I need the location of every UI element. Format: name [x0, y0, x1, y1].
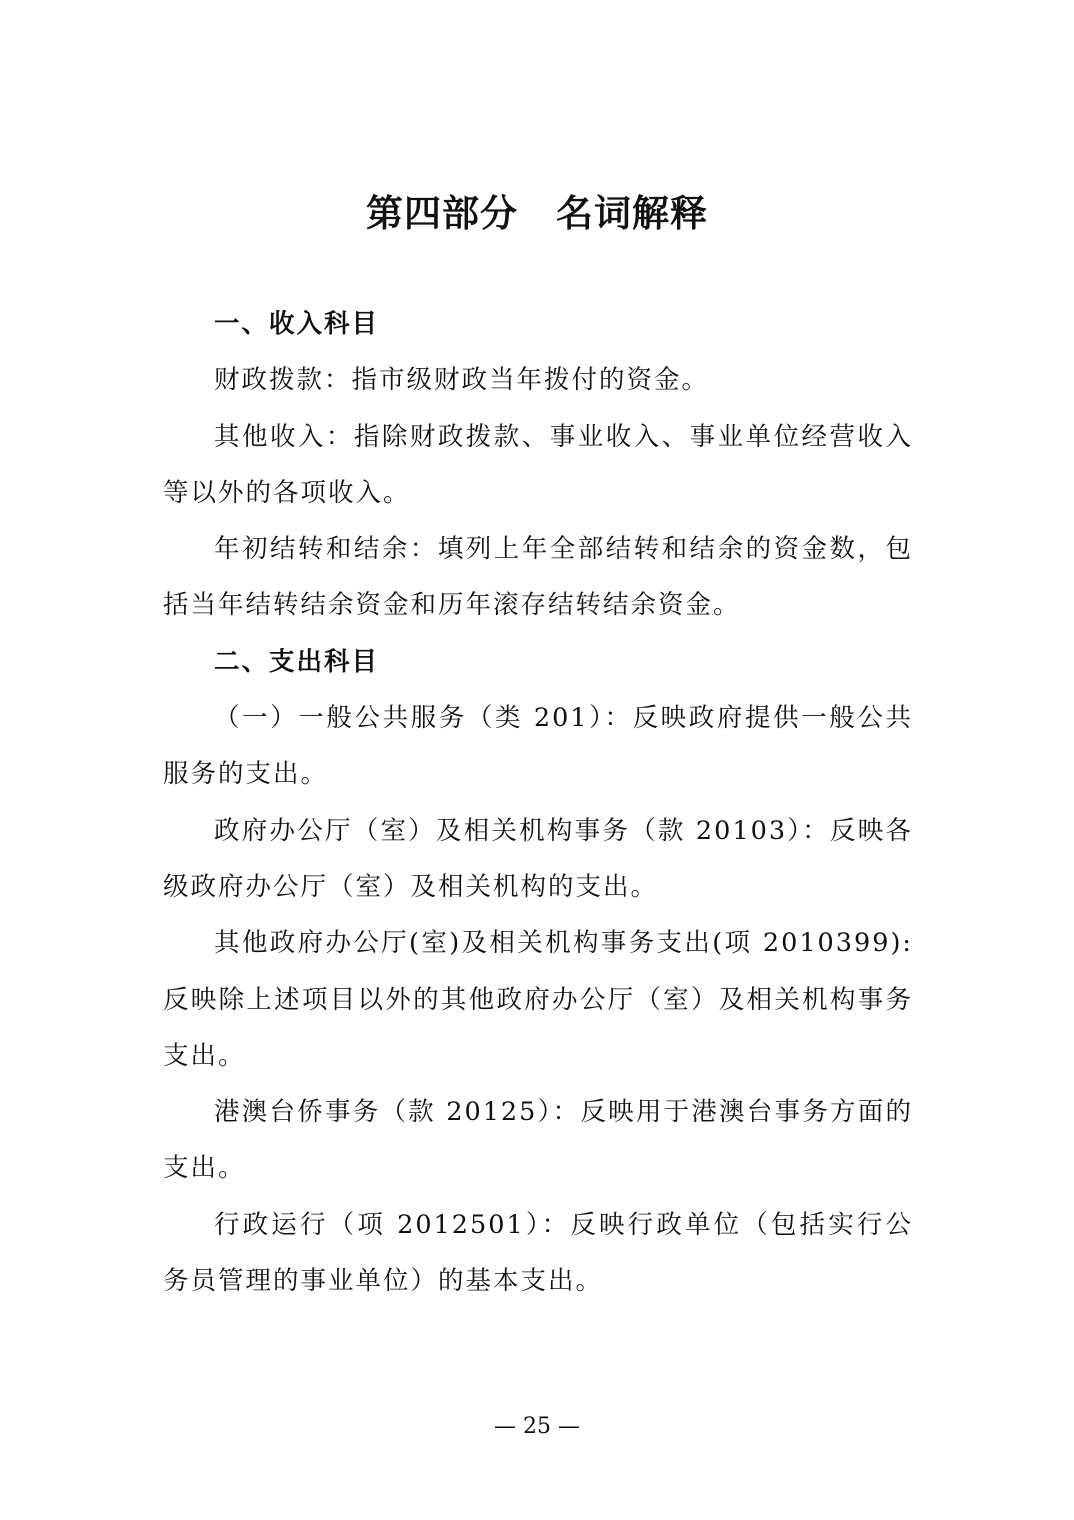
paragraph-fiscal-appropriation: 财政拨款：指市级财政当年拨付的资金。: [214, 365, 710, 396]
paragraph-administrative-operation: 行政运行（项 2012501）：反映行政单位（包括实行公务员管理的事业单位）的基本支出。: [163, 1209, 913, 1297]
document-body: [163, 296, 913, 1309]
section-heading-income: 一、收入科目: [214, 309, 380, 339]
paragraph-government-office-affairs: 政府办公厅（室）及相关机构事务（款 20103）：反映各级政府办公厅（室）及相关机构的支出。: [163, 815, 913, 902]
paragraph-carryover-balance: 年初结转和结余：填列上年全部结转和结余的资金数，包括当年结转结余资金和历年滚存结转结余资金。: [163, 534, 913, 621]
paragraph-other-income: 其他收入：指除财政拨款、事业收入、事业单位经营收入等以外的各项收入。: [163, 421, 913, 508]
paragraph-general-public-services: （一）一般公共服务（类 201）：反映政府提供一般公共服务的支出。: [163, 703, 913, 790]
paragraph-other-office-affairs: 其他政府办公厅(室)及相关机构事务支出(项 2010399):反映除上述项目以外的其他政府办公厅（室）及相关机构事务支出。: [163, 928, 913, 1071]
section-heading-expenditure: 二、支出科目: [214, 646, 380, 677]
page-title: 第四部分 名词解释: [366, 192, 708, 235]
paragraph-hk-macao-taiwan-affairs: 港澳台侨事务（款 20125）：反映用于港澳台事务方面的支出。: [163, 1097, 913, 1184]
page-number: — 25 —: [494, 1414, 580, 1439]
